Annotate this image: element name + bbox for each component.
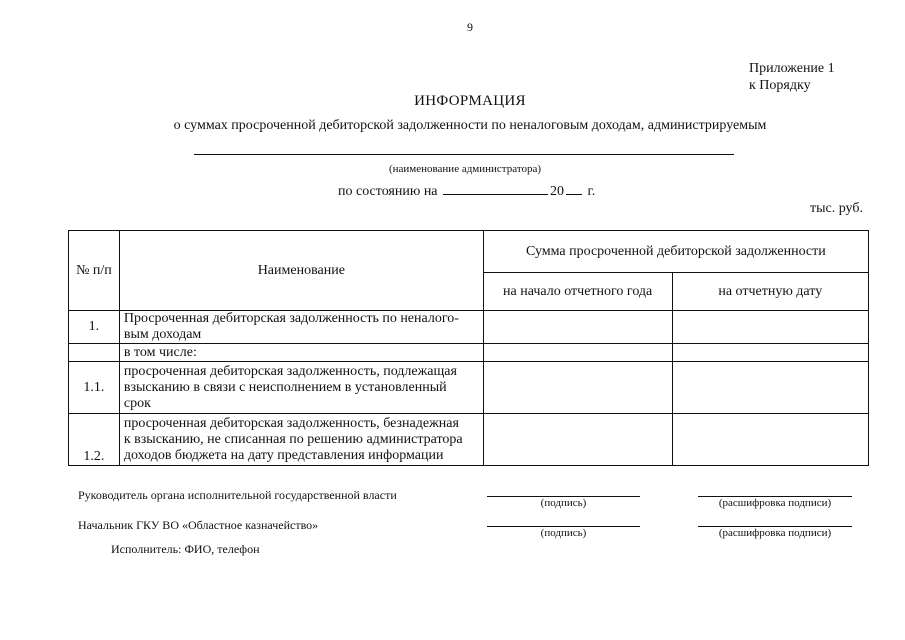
table-row <box>69 414 869 466</box>
value-start-of-year <box>483 344 672 362</box>
value-report-date <box>672 362 868 414</box>
header-name: Наименование <box>119 231 483 311</box>
debt-table <box>68 230 869 466</box>
value-report-date <box>672 344 868 362</box>
value-start-of-year <box>483 414 672 466</box>
table-row <box>69 344 869 362</box>
head-signature-label: Руководитель органа исполнительной государственной власти <box>78 488 397 502</box>
treasury-signature-caption: (подпись) <box>540 527 587 539</box>
appendix-line-1: Приложение 1 <box>749 61 835 76</box>
row-name-line: взысканию в связи с неисполнением в установленный <box>123 379 447 395</box>
header-report-date: на отчетную дату <box>672 273 868 311</box>
executor-label: Исполнитель: ФИО, телефон <box>111 542 260 556</box>
administrator-name-line <box>194 154 734 155</box>
administrator-caption: (наименование администратора) <box>388 163 542 175</box>
row-number: 1.1. <box>69 362 120 414</box>
value-report-date <box>672 311 868 344</box>
appendix-line-2: к Порядку <box>749 78 811 93</box>
row-name <box>119 344 483 362</box>
appendix-reference <box>749 60 835 94</box>
document-title: ИНФОРМАЦИЯ <box>414 93 526 109</box>
header-sum-group: Сумма просроченной дебиторской задолженности <box>483 231 868 273</box>
row-name-line: Просроченная дебиторская задолженность по неналого- <box>123 311 459 326</box>
value-start-of-year <box>483 311 672 344</box>
table-row <box>69 311 869 344</box>
date-prefix: по состоянию на <box>338 184 438 199</box>
header-number: № п/п <box>69 231 120 311</box>
row-name-line: к взысканию, не списанная по решению администратора <box>123 431 463 447</box>
row-name-line: вым доходам <box>123 327 202 342</box>
row-name <box>119 414 483 466</box>
header-start-of-year: на начало отчетного года <box>483 273 672 311</box>
row-name-line: в том числе: <box>123 344 197 360</box>
row-number <box>69 344 120 362</box>
row-number: 1. <box>69 311 120 344</box>
document-subtitle: о суммах просроченной дебиторской задолженности по неналоговым доходам, администрируемым <box>173 118 767 133</box>
date-year: 20 <box>550 184 565 199</box>
head-signature-caption: (подпись) <box>540 497 587 509</box>
row-number: 1.2. <box>69 414 120 466</box>
date-suffix: г. <box>587 184 596 199</box>
table-header-row <box>69 231 869 273</box>
row-name-line: просроченная дебиторская задолженность, безнадежная <box>123 415 459 431</box>
row-name-line: просроченная дебиторская задолженность, подлежащая <box>123 363 457 379</box>
year-blank <box>566 181 582 195</box>
row-name-line: доходов бюджета на дату представления информации <box>123 447 444 463</box>
value-report-date <box>672 414 868 466</box>
row-name <box>119 362 483 414</box>
treasury-signature-label: Начальник ГКУ ВО «Областное казначейство» <box>78 518 319 532</box>
date-blank <box>443 181 548 195</box>
units-label: тыс. руб. <box>810 201 863 216</box>
value-start-of-year <box>483 362 672 414</box>
table-row <box>69 362 869 414</box>
row-name-line: срок <box>123 395 151 411</box>
head-decoding-caption: (расшифровка подписи) <box>718 497 832 509</box>
report-date-line <box>338 181 595 200</box>
page-number: 9 <box>467 20 473 34</box>
row-name <box>119 311 483 344</box>
treasury-decoding-caption: (расшифровка подписи) <box>718 527 832 539</box>
